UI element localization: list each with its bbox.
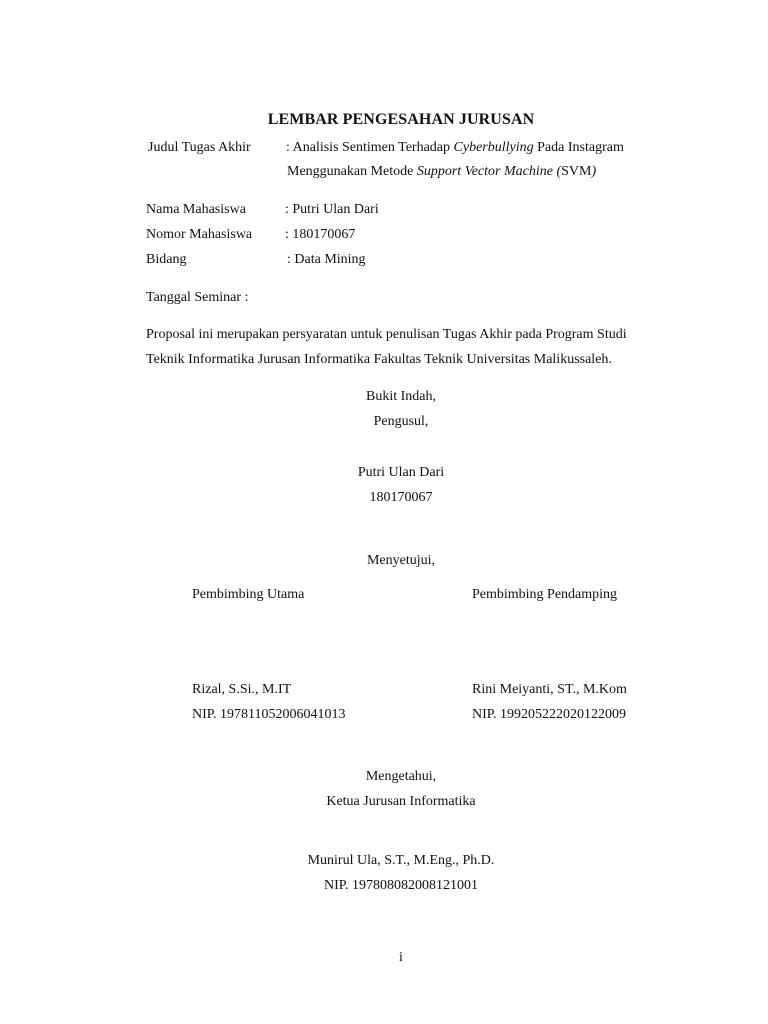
pembimbing-pendamping-nip: NIP. 199205222020122009 (472, 707, 627, 722)
nomor-value: : 180170067 (285, 227, 356, 242)
ketua-nip: NIP. 197808082008121001 (323, 878, 478, 893)
pembimbing-utama-nip: NIP. 197811052006041013 (192, 707, 346, 722)
judul-value-line2 (287, 163, 596, 181)
nama-value: : Putri Ulan Dari (285, 202, 379, 217)
page-number: i (399, 950, 403, 965)
judul-text-c: Pada Instagram (533, 140, 624, 155)
judul-text-e: Support Vector Machine ( (416, 164, 562, 179)
pengusul-label: Pengusul, (373, 414, 429, 429)
place-date: Bukit Indah, (366, 389, 436, 404)
proposal-line2: Teknik Informatika Jurusan Informatika Fakultas Teknik Universitas Malikussaleh. (146, 352, 612, 367)
nama-label: Nama Mahasiswa (146, 202, 246, 217)
mengetahui: Mengetahui, (365, 769, 437, 784)
judul-text-g: ) (591, 164, 597, 179)
bidang-label: Bidang (146, 252, 187, 267)
judul-value-line1 (286, 139, 624, 157)
pembimbing-pendamping-name: Rini Meiyanti, ST., M.Kom (472, 682, 627, 697)
judul-label: Judul Tugas Akhir (148, 140, 251, 155)
pembimbing-utama-label: Pembimbing Utama (192, 587, 305, 602)
judul-text-f: SVM (561, 164, 592, 179)
judul-colon: : (286, 140, 290, 155)
judul-text-b: Cyberbullying (453, 140, 534, 155)
pembimbing-pendamping-label: Pembimbing Pendamping (472, 587, 618, 602)
menyetujui: Menyetujui, (366, 553, 436, 568)
bidang-value: : Data Mining (287, 252, 366, 267)
page-title: LEMBAR PENGESAHAN JURUSAN (267, 111, 535, 128)
ketua-label: Ketua Jurusan Informatika (326, 794, 476, 809)
proposal-line1: Proposal ini merupakan persyaratan untuk penulisan Tugas Akhir pada Program Studi (146, 327, 627, 342)
judul-text-a: Analisis Sentimen Terhadap (292, 140, 454, 155)
tanggal-seminar: Tanggal Seminar : (146, 290, 249, 305)
pengusul-nim: 180170067 (369, 490, 433, 505)
ketua-name: Munirul Ula, S.T., M.Eng., Ph.D. (307, 853, 495, 868)
pembimbing-utama-name: Rizal, S.Si., M.IT (192, 682, 292, 697)
judul-text-d: Menggunakan Metode (287, 164, 417, 179)
pengusul-name: Putri Ulan Dari (357, 465, 445, 480)
nomor-label: Nomor Mahasiswa (146, 227, 253, 242)
